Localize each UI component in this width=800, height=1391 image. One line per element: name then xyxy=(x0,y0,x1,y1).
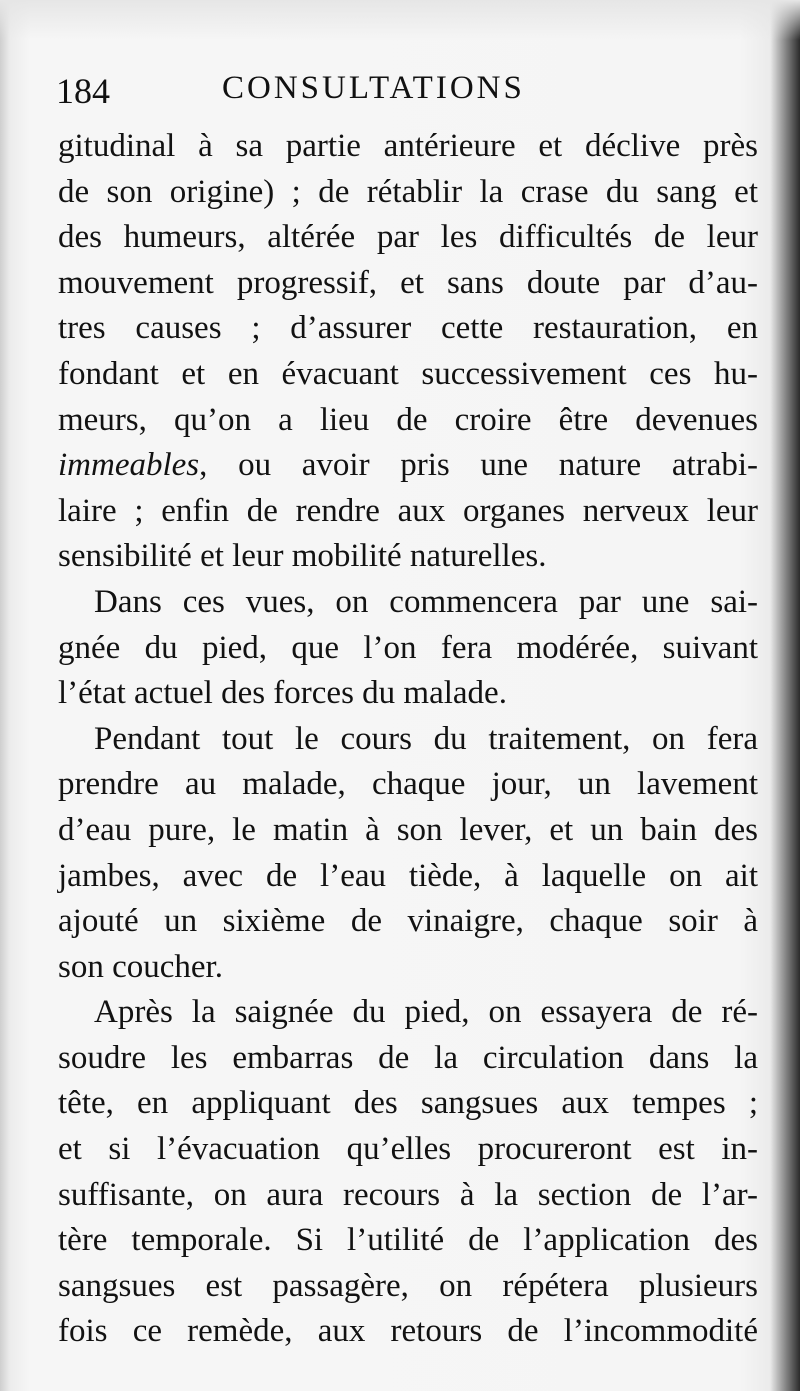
text-line: jambes, avec de l’eau tiède, à laquelle on ait xyxy=(58,857,758,894)
text-line: tres causes ; d’assurer cette restauration, en xyxy=(58,310,758,347)
text-line: l’état actuel des forces du malade. xyxy=(58,675,507,712)
text-line: fondant et en évacuant successivement ces hu- xyxy=(58,355,758,392)
text-line: d’eau pure, le matin à son lever, et un bain des xyxy=(58,811,758,848)
text-line: gitudinal à sa partie antérieure et déclive près xyxy=(58,128,758,164)
text-line: son coucher. xyxy=(58,948,223,985)
text-line: laire ; enfin de rendre aux organes nerveux leur xyxy=(58,492,758,529)
text-line: suffisante, on aura recours à la section de l’ar- xyxy=(58,1176,758,1213)
text-line: sensibilité et leur mobilité naturelles. xyxy=(58,538,547,575)
text-line: de son origine) ; de rétablir la crase du sang et xyxy=(58,173,758,210)
text-line-with-italic xyxy=(58,443,758,489)
text-line: Après la saignée du pied, on essayera de ré- xyxy=(94,994,758,1031)
text-line: soudre les embarras de la circulation dans la xyxy=(58,1039,758,1076)
paragraph-2 xyxy=(58,580,758,717)
text-line: prendre au malade, chaque jour, un lavement xyxy=(58,766,758,803)
page-header xyxy=(52,64,752,124)
text-fragment: , ou avoir pris une nature atrabi- xyxy=(199,447,758,484)
text-line: sangsues est passagère, on répétera plusieurs xyxy=(58,1267,758,1304)
text-line: tête, en appliquant des sangsues aux tempes ; xyxy=(58,1085,758,1122)
text-line: et si l’évacuation qu’elles procureront est in- xyxy=(58,1131,758,1168)
text-line: tère temporale. Si l’utilité de l’application des xyxy=(58,1222,758,1259)
text-line: des humeurs, altérée par les difficultés de leur xyxy=(58,219,758,256)
paragraph-3 xyxy=(58,717,758,991)
paragraph-1 xyxy=(58,124,758,580)
page-number: 184 xyxy=(56,71,110,111)
text-line: mouvement progressif, et sans doute par d’au- xyxy=(58,264,758,301)
body-text xyxy=(58,124,758,1355)
page-shadow xyxy=(0,0,800,40)
paragraph-4 xyxy=(58,990,758,1355)
text-line: Pendant tout le cours du traitement, on fera xyxy=(94,720,758,757)
text-line: ajouté un sixième de vinaigre, chaque soir à xyxy=(58,903,758,940)
text-line: Dans ces vues, on commencera par une sai- xyxy=(94,583,758,620)
text-line: fois ce remède, aux retours de l’incommodité xyxy=(58,1313,758,1350)
running-head: CONSULTATIONS xyxy=(222,70,525,106)
text-line: gnée du pied, que l’on fera modérée, suivant xyxy=(58,629,758,666)
italic-word: immeables xyxy=(58,447,200,484)
text-line: meurs, qu’on a lieu de croire être devenues xyxy=(58,401,758,438)
